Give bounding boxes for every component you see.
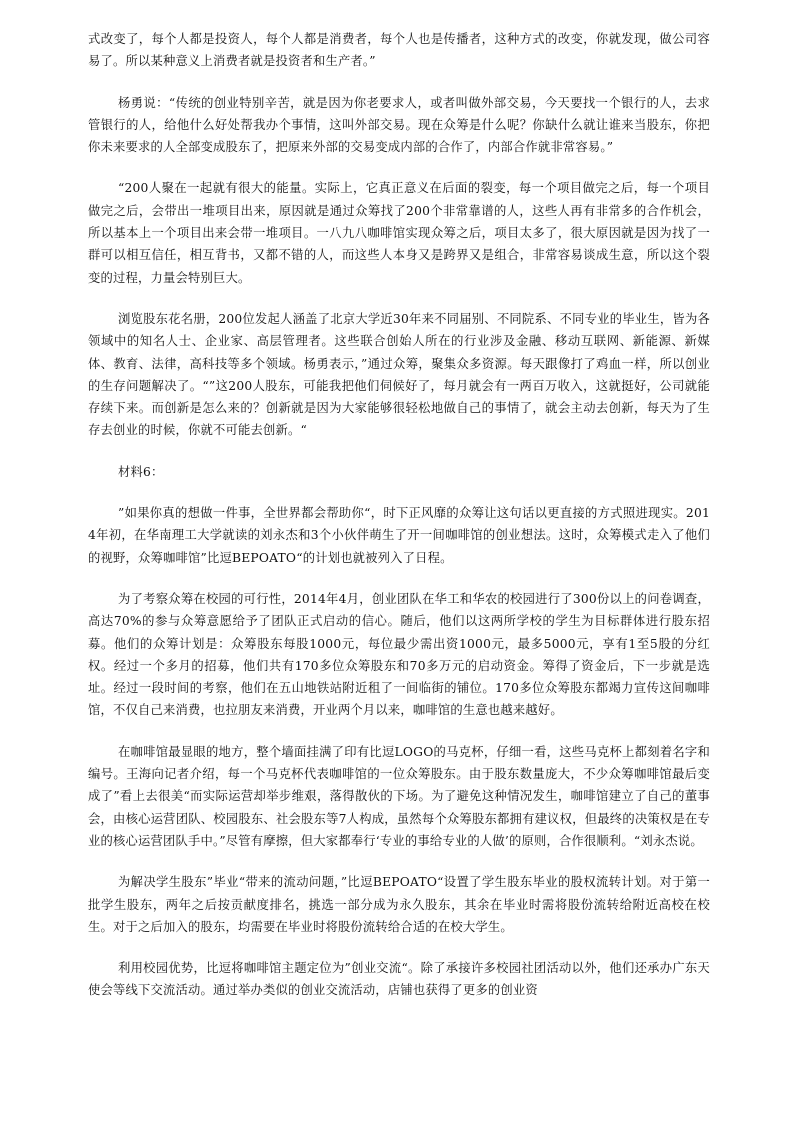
- paragraph-7: 在咖啡馆最显眼的地方，整个墙面挂满了印有比逗LOGO的马克杯，仔细一看，这些马克杯上都刻着名字和编号。王海向记者介绍，每一个马克杯代表咖啡馆的一位众筹股东。由于股东数量庞大，不少众筹咖啡馆最后变成了”看上去很美“而实际运营却举步维艰，落得散伙的下场。为了避免这种情况发生，咖啡馆建立了自己的董事会，由核心运营团队、校园股东、社会股东等7人构成，虽然每个众筹股东都拥有建议权，但最终的决策权是在专业的核心运营团队手中。”尽管有摩擦，但大家都奉行‘专业的事给专业的人做’的原则，合作很顺利。“刘永杰说。: [88, 744, 710, 848]
- paragraph-2: 杨勇说：“传统的创业特别辛苦，就是因为你老要求人，或者叫做外部交易，今天要找一个银行的人，去求管银行的人，给他什么好处帮我办个事情，这叫外部交易。现在众筹是什么呢？你缺什么就让谁来当股东，你把你未来要求的人全部变成股东了，把原来外部的交易变成内部的合作了，内部合作就非常容易。”: [88, 95, 710, 155]
- paragraph-4: 浏览股东花名册，200位发起人涵盖了北京大学近30年来不同届别、不同院系、不同专业的毕业生，皆为各领域中的知名人士、企业家、高层管理者。这些联合创始人所在的行业涉及金融、移动互联网、新能源、新媒体、教育、法律，高科技等多个领域。杨勇表示，”通过众筹，聚集众多资源。每天跟像打了鸡血一样，所以创业的生存问题解决了。“”这200人股东，可能我把他们伺候好了，每月就会有一两百万收入，这就挺好，公司就能存续下来。而创新是怎么来的？创新就是因为大家能够很轻松地做自己的事情了，就会主动去创新，每天为了生存去创业的时候，你就不可能去创新。“: [88, 311, 710, 438]
- paragraph-5: ”如果你真的想做一件事，全世界都会帮助你“，时下正风靡的众筹让这句话以更直接的方式照进现实。2014年初，在华南理工大学就读的刘永杰和3个小伙伴萌生了开一间咖啡馆的创业想法。这时，众筹模式走入了他们的视野，众筹咖啡馆”比逗BEPOATO“的计划也就被列入了日程。: [88, 506, 710, 565]
- document-page: [88, 28, 710, 1021]
- paragraph-6: 为了考察众筹在校园的可行性，2014年4月，创业团队在华工和华农的校园进行了300份以上的问卷调查，高达70%的参与众筹意愿给予了团队正式启动的信心。随后，他们以这两所学校的学生为目标群体进行股东招募。他们的众筹计划是：众筹股东每股1000元，每位最少需出资1000元，最多5000元，享有1至5股的分红权。经过一个多月的招募，他们共有170多位众筹股东和70多万元的启动资金。筹得了资金后，下一步就是选址。经过一段时间的考察，他们在五山地铁站附近租了一间临街的铺位。170多位众筹股东都竭力宣传这间咖啡馆，不仅自己来消费，也拉朋友来消费，开业两个月以来，咖啡馆的生意也越来越好。: [88, 591, 710, 718]
- paragraph-1: 式改变了，每个人都是投资人，每个人都是消费者，每个人也是传播者，这种方式的改变，你就发现，做公司容易了。所以某种意义上消费者就是投资者和生产者。”: [88, 32, 710, 69]
- paragraph-3: “200人聚在一起就有很大的能量。实际上，它真正意义在后面的裂变，每一个项目做完之后，每一个项目做完之后，会带出一堆项目出来，原因就是通过众筹找了200个非常靠谱的人，这些人再有非常多的合作机会，所以基本上一个项目出来会带一堆项目。一八九八咖啡馆实现众筹之后，项目太多了，很大原因就是因为找了一群可以相互信任，相互背书，又都不错的人，而这些人本身又是跨界又是组合，非常容易谈成生意，所以这个裂变的过程，力量会特别巨大。: [88, 181, 710, 285]
- section-heading-material-6: 材料6：: [118, 464, 164, 479]
- paragraph-8: 为解决学生股东”毕业“带来的流动问题，”比逗BEPOATO“设置了学生股东毕业的股权流转计划。对于第一批学生股东，两年之后按贡献度排名，挑选一部分成为永久股东，其余在毕业时需将股份流转给附近高校在校生。对于之后加入的股东，均需要在毕业时将股份流转给合适的在校大学生。: [88, 875, 710, 934]
- paragraph-9: 利用校园优势，比逗将咖啡馆主题定位为”创业交流“。除了承接许多校园社团活动以外，他们还承办广东天使会等线下交流活动。通过举办类似的创业交流活动，店铺也获得了更多的创业资: [88, 961, 710, 998]
